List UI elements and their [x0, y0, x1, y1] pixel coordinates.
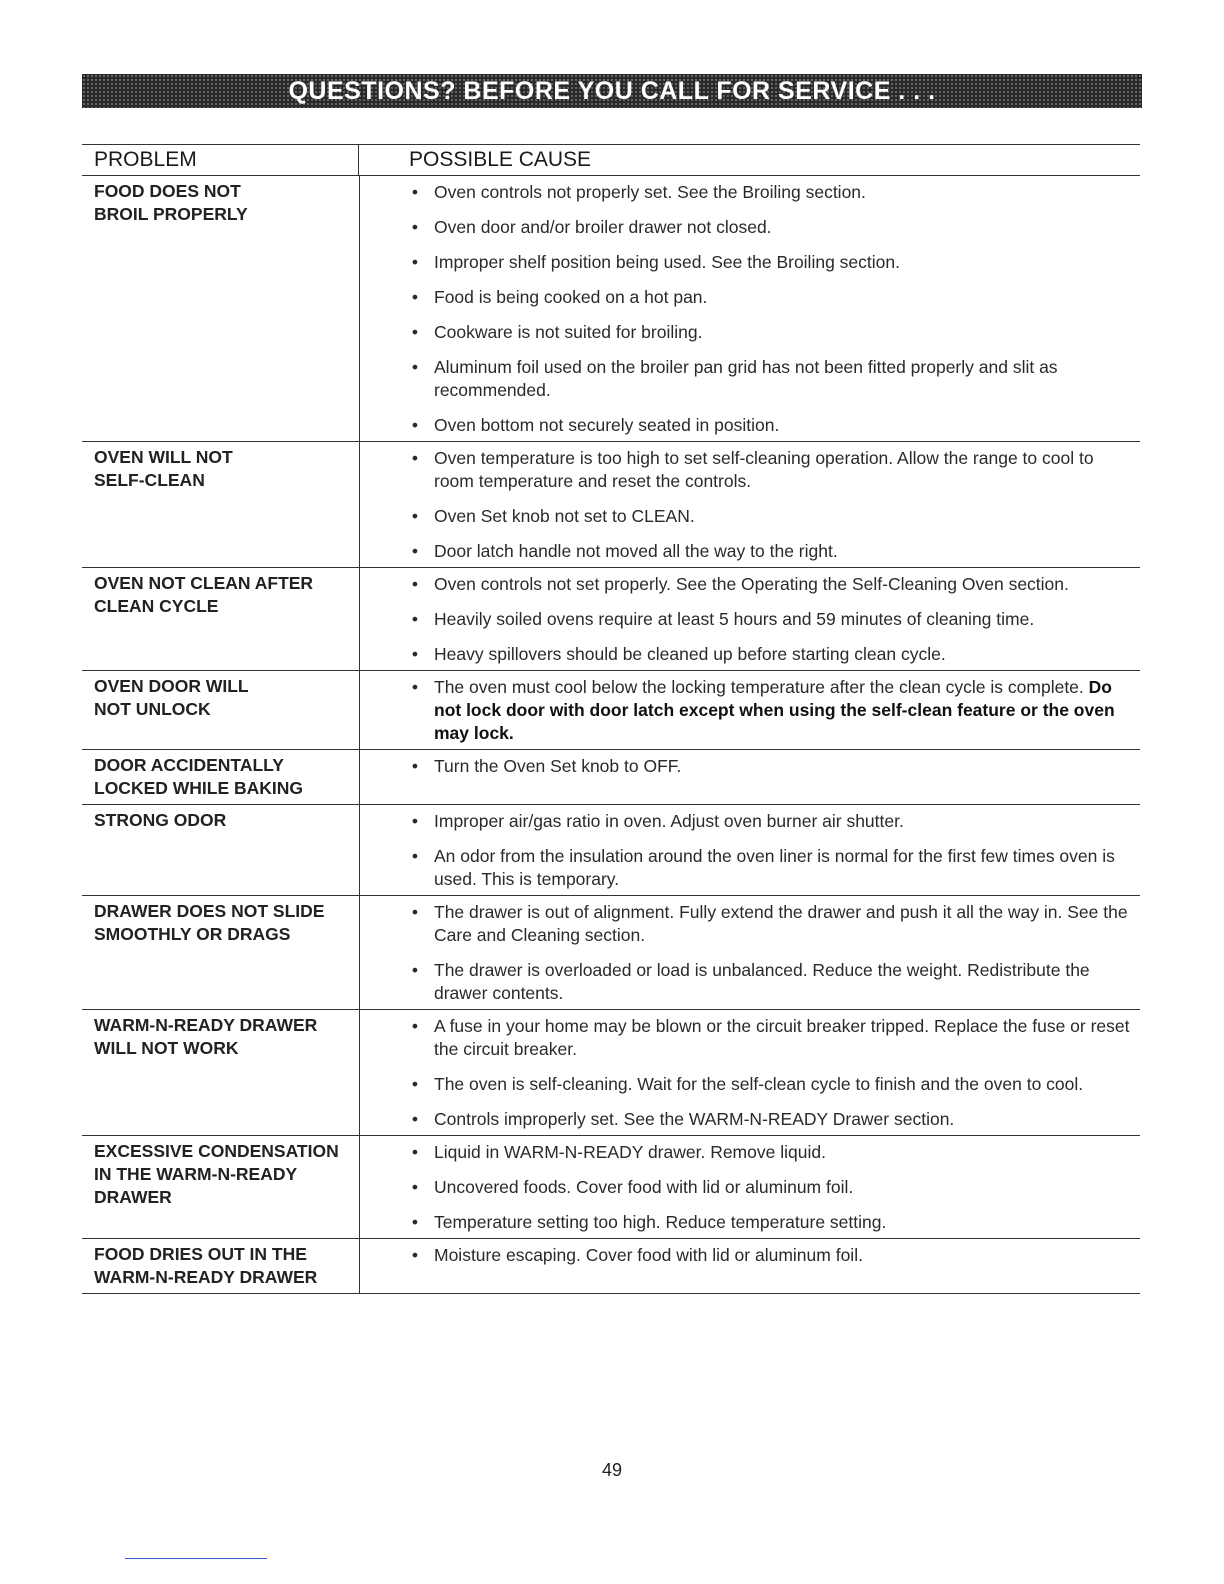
- causes-cell: [360, 176, 1140, 441]
- cause-text: Cookware is not suited for broiling.: [434, 322, 703, 342]
- problem-line: FOOD DOES NOT: [94, 181, 241, 201]
- cause-text: Oven bottom not securely seated in position.: [434, 415, 780, 435]
- problem-cell: [82, 1136, 360, 1238]
- bullet-icon: •: [411, 448, 419, 468]
- problem-line: NOT UNLOCK: [94, 699, 211, 719]
- cause-text: Heavy spillovers should be cleaned up before starting clean cycle.: [434, 644, 946, 664]
- bullet-icon: •: [411, 644, 419, 664]
- cause-text: Oven controls not set properly. See the Operating the Self-Cleaning Oven section.: [434, 574, 1069, 594]
- cause-item: [406, 1141, 1130, 1164]
- bullet-icon: •: [411, 357, 419, 377]
- problem-line: OVEN DOOR WILL: [94, 676, 249, 696]
- problem-line: IN THE WARM-N-READY: [94, 1164, 298, 1184]
- troubleshooting-table: [82, 144, 1140, 1294]
- cause-item: [406, 845, 1130, 891]
- problem-line: LOCKED WHILE BAKING: [94, 778, 304, 798]
- cause-text: Moisture escaping. Cover food with lid or aluminum foil.: [434, 1245, 863, 1265]
- bullet-icon: •: [411, 811, 419, 831]
- problem-line: EXCESSIVE CONDENSATION: [94, 1141, 339, 1161]
- causes-cell: [360, 1239, 1140, 1293]
- problem-line: OVEN WILL NOT: [94, 447, 233, 467]
- cause-text: Improper air/gas ratio in oven. Adjust oven burner air shutter.: [434, 811, 904, 831]
- problem-cell: [82, 442, 360, 567]
- problem-line: CLEAN CYCLE: [94, 596, 219, 616]
- cause-text: Oven controls not properly set. See the Broiling section.: [434, 182, 866, 202]
- causes-cell: [360, 442, 1140, 567]
- header-possible-cause: POSSIBLE CAUSE: [409, 148, 592, 171]
- cause-item: [406, 1108, 1130, 1131]
- table-row: [82, 1136, 1140, 1239]
- table-row: [82, 750, 1140, 805]
- cause-text: Improper shelf position being used. See the Broiling section.: [434, 252, 900, 272]
- bullet-icon: •: [411, 756, 419, 776]
- problem-line: WARM-N-READY DRAWER: [94, 1267, 318, 1287]
- causes-cell: [360, 671, 1140, 749]
- bullet-icon: •: [411, 902, 419, 922]
- cause-item: [406, 755, 1130, 778]
- table-row: [82, 896, 1140, 1010]
- bullet-icon: •: [411, 677, 419, 697]
- cause-item: [406, 810, 1130, 833]
- table-row: [82, 568, 1140, 671]
- table-row: [82, 1239, 1140, 1294]
- cause-item: [406, 573, 1130, 596]
- cause-text: Oven temperature is too high to set self-cleaning operation. Allow the range to cool to room temperature and reset the controls.: [434, 448, 1094, 491]
- table-header-row: [82, 144, 1140, 176]
- cause-item: [406, 505, 1130, 528]
- cause-item: [406, 959, 1130, 1005]
- bullet-icon: •: [411, 322, 419, 342]
- causes-cell: [360, 750, 1140, 804]
- cause-text: Controls improperly set. See the WARM-N-READY Drawer section.: [434, 1109, 955, 1129]
- cause-text: Liquid in WARM-N-READY drawer. Remove liquid.: [434, 1142, 826, 1162]
- bullet-icon: •: [411, 609, 419, 629]
- problem-cell: [82, 750, 360, 804]
- cause-item: [406, 1073, 1130, 1096]
- cause-text: Oven Set knob not set to CLEAN.: [434, 506, 695, 526]
- bullet-icon: •: [411, 506, 419, 526]
- problem-cell: [82, 176, 360, 441]
- cause-item: [406, 321, 1130, 344]
- bullet-icon: •: [411, 574, 419, 594]
- bullet-icon: •: [411, 1142, 419, 1162]
- cause-text: Temperature setting too high. Reduce temperature setting.: [434, 1212, 887, 1232]
- bullet-icon: •: [411, 287, 419, 307]
- problem-line: DRAWER: [94, 1187, 172, 1207]
- cause-item: [406, 216, 1130, 239]
- cause-text: The oven is self-cleaning. Wait for the self-clean cycle to finish and the oven to cool.: [434, 1074, 1084, 1094]
- problem-cell: [82, 1010, 360, 1135]
- cause-item: [406, 1244, 1130, 1267]
- page-number: 49: [601, 1460, 623, 1480]
- causes-cell: [360, 1136, 1140, 1238]
- cause-item: [406, 1015, 1130, 1061]
- banner-title: QUESTIONS? BEFORE YOU CALL FOR SERVICE . . .: [288, 76, 936, 105]
- bullet-icon: •: [411, 960, 419, 980]
- table-row: [82, 1010, 1140, 1136]
- table-row: [82, 671, 1140, 750]
- problem-cell: [82, 671, 360, 749]
- header-problem: PROBLEM: [82, 145, 359, 175]
- cause-text: The drawer is out of alignment. Fully extend the drawer and push it all the way in. See the Care and Cleaning section.: [434, 902, 1128, 945]
- cause-item: [406, 286, 1130, 309]
- cause-item: [406, 643, 1130, 666]
- cause-text: Heavily soiled ovens require at least 5 hours and 59 minutes of cleaning time.: [434, 609, 1035, 629]
- problem-cell: [82, 805, 360, 895]
- cause-item: [406, 1176, 1130, 1199]
- problem-line: DRAWER DOES NOT SLIDE: [94, 901, 325, 921]
- table-row: [82, 442, 1140, 568]
- bullet-icon: •: [411, 182, 419, 202]
- problem-line: STRONG ODOR: [94, 810, 227, 830]
- problem-line: OVEN NOT CLEAN AFTER: [94, 573, 314, 593]
- cause-text: Oven door and/or broiler drawer not closed.: [434, 217, 772, 237]
- cause-item: [406, 608, 1130, 631]
- problem-line: FOOD DRIES OUT IN THE: [94, 1244, 307, 1264]
- problem-line: SELF-CLEAN: [94, 470, 205, 490]
- bullet-icon: •: [411, 415, 419, 435]
- cause-warning: Do not lock door with door latch except when using the self-clean feature or the oven may lock.: [434, 677, 1115, 743]
- cause-text: Uncovered foods. Cover food with lid or aluminum foil.: [434, 1177, 854, 1197]
- cause-item: [406, 676, 1130, 745]
- footer-rule: [125, 1558, 267, 1559]
- table-body: [82, 176, 1140, 1294]
- table-row: [82, 805, 1140, 896]
- cause-item: [406, 356, 1130, 402]
- cause-text: A fuse in your home may be blown or the circuit breaker tripped. Replace the fuse or reset the circuit breaker.: [434, 1016, 1130, 1059]
- bullet-icon: •: [411, 846, 419, 866]
- cause-text: Turn the Oven Set knob to OFF.: [434, 756, 682, 776]
- cause-text: Aluminum foil used on the broiler pan grid has not been fitted properly and slit as recommended.: [434, 357, 1058, 400]
- bullet-icon: •: [411, 1212, 419, 1232]
- bullet-icon: •: [411, 1109, 419, 1129]
- cause-item: [406, 901, 1130, 947]
- bullet-icon: •: [411, 252, 419, 272]
- cause-item: [406, 540, 1130, 563]
- problem-line: DOOR ACCIDENTALLY: [94, 755, 284, 775]
- cause-text: An odor from the insulation around the oven liner is normal for the first few times oven is used. This is temporary.: [434, 846, 1115, 889]
- cause-item: [406, 447, 1130, 493]
- problem-line: BROIL PROPERLY: [94, 204, 248, 224]
- cause-item: [406, 251, 1130, 274]
- causes-cell: [360, 896, 1140, 1009]
- cause-text: The drawer is overloaded or load is unbalanced. Reduce the weight. Redistribute the drawer contents.: [434, 960, 1090, 1003]
- problem-cell: [82, 568, 360, 670]
- bullet-icon: •: [411, 1074, 419, 1094]
- problem-line: WARM-N-READY DRAWER: [94, 1015, 318, 1035]
- cause-text: Door latch handle not moved all the way to the right.: [434, 541, 838, 561]
- bullet-icon: •: [411, 1016, 419, 1036]
- causes-cell: [360, 1010, 1140, 1135]
- cause-item: [406, 414, 1130, 437]
- table-row: [82, 176, 1140, 442]
- page-banner: [82, 74, 1142, 108]
- causes-cell: [360, 805, 1140, 895]
- bullet-icon: •: [411, 541, 419, 561]
- problem-cell: [82, 1239, 360, 1293]
- problem-line: SMOOTHLY OR DRAGS: [94, 924, 291, 944]
- bullet-icon: •: [411, 217, 419, 237]
- bullet-icon: •: [411, 1245, 419, 1265]
- cause-text: The oven must cool below the locking temperature after the clean cycle is complete.: [434, 677, 1084, 697]
- cause-item: [406, 181, 1130, 204]
- causes-cell: [360, 568, 1140, 670]
- cause-text: Food is being cooked on a hot pan.: [434, 287, 708, 307]
- problem-cell: [82, 896, 360, 1009]
- bullet-icon: •: [411, 1177, 419, 1197]
- problem-line: WILL NOT WORK: [94, 1038, 239, 1058]
- cause-item: [406, 1211, 1130, 1234]
